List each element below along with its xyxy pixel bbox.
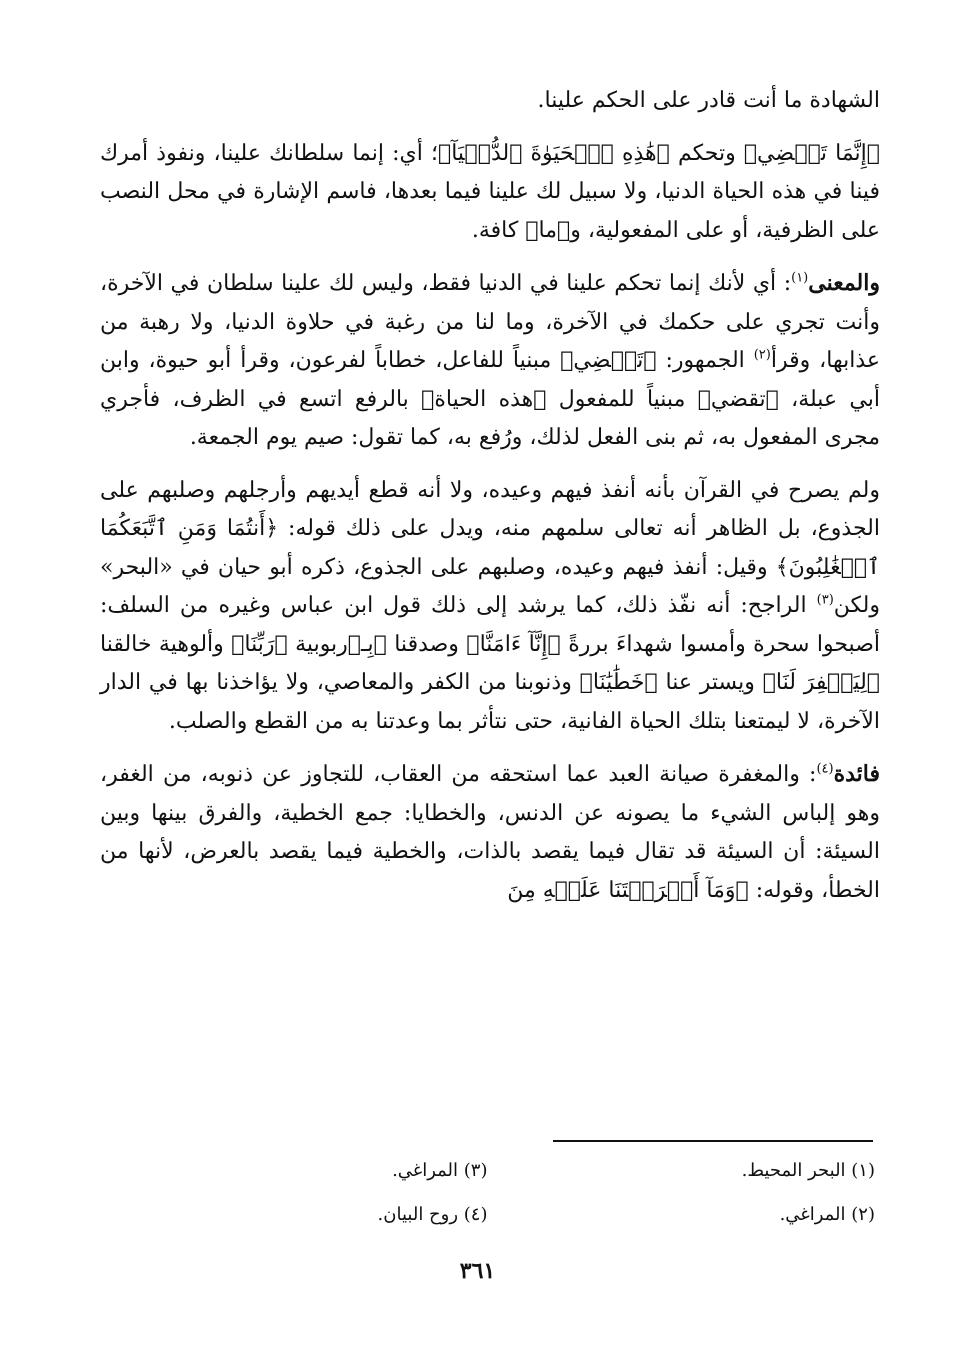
page-number: ٣٦١ (459, 1258, 496, 1284)
paragraph-1 (100, 135, 880, 251)
heading-meaning: والمعنى (808, 270, 880, 296)
heading-benefit: فائدة (833, 761, 880, 787)
footnote-4: (٤) روح البيان. (377, 1203, 488, 1225)
footnote-ref-2: (٢) (753, 347, 771, 363)
footnote-3: (٣) المراغي. (392, 1159, 488, 1181)
footnote-ref-1: (١) (791, 270, 809, 286)
footnote-row (100, 1148, 875, 1192)
footnote-divider (553, 1140, 873, 1142)
paragraph-2 (100, 264, 880, 458)
text: الشهادة ما أنت قادر على الحكم علينا. (537, 88, 880, 113)
footnote-2: (٢) المراغي. (779, 1203, 875, 1225)
paragraph-4 (100, 755, 880, 910)
text: ﴿إِنَّمَا تَقۡضِي﴾ وتحكم ﴿هَٰذِهِ ٱلۡحَيَوٰةَ ٱلدُّنۡيَآ﴾؛ أي: إنما سلطانك علينا، ونفوذ أمرك فينا في هذه الحياة الدنيا، ولا سبيل لك علينا فيما بعدها، فاسم الإشارة في محل النصب على الظرفية، أو على المفعولية، و﴿ما﴾ كافة. (100, 140, 880, 243)
text: الراجح: أنه نفّذ ذلك، كما يرشد إلى ذلك قول ابن عباس وغيره من السلف: أصبحوا سحرة وأمسوا شهداءَ بررةً ﴿إِنَّآ ءَامَنَّا﴾ وصدقنا ﴿بِـ﴾ربوبية ﴿رَبِّنَا﴾ وألوهية خالقنا ﴿لِيَغۡفِرَ لَنَا﴾ ويستر عنا ﴿خَطَٰيَٰنَا﴾ وذنوبنا من الكفر والمعاصي، ولا يؤاخذنا بها في الدار الآخرة، لا ليمتعنا بتلك الحياة الفانية، حتى نتأثر بما وعدتنا به من القطع والصلب. (100, 593, 880, 734)
footnote-1: (١) البحر المحيط. (741, 1159, 875, 1181)
footnote-ref-4: (٤) (816, 761, 834, 777)
footnotes (100, 1148, 875, 1236)
text: : أي لأنك إنما تحكم علينا في الدنيا فقط، وليس لك علينا سلطان في الآخرة، وأنت تجري على حكمك في الآخرة، وما لنا من رغبة في حلاوة الدنيا، ولا رهبة من عذابها، وقرأ (100, 271, 880, 373)
main-text (100, 82, 880, 910)
text: : والمغفرة صيانة العبد عما استحقه من العقاب، للتجاوز عن ذنوبه، من الغفر، وهو إلباس الشيء ما يصونه عن الدنس، والخطايا: جمع الخطية، والفرق بينها وبين السيئة: أن السيئة قد تقال فيما يقصد بالذات، والخطية فيما يقصد بالعرض، لأنها من الخطأ، وقوله: ﴿وَمَآ أَكۡرَهۡتَنَا عَلَيۡهِ مِنَ (100, 762, 880, 903)
text: ولم يصرح في القرآن بأنه أنفذ فيهم وعيده، ولا أنه قطع أيديهم وأرجلهم وصلبهم على الجذوع، بل الظاهر أنه تعالى سلمهم منه، ويدل على ذلك قوله: ﴿أَنتُمَا وَمَنِ ٱتَّبَعَكُمَا ٱلۡغَٰلِبُونَ﴾ وقيل: أنفذ فيهم وعيده، وصلبهم على الجذوع، ذكره أبو حيان في «البحر» ولكن (100, 477, 880, 618)
paragraph-0 (100, 82, 880, 121)
paragraph-3 (100, 472, 880, 742)
text: الجمهور: ﴿تَقۡضِي﴾ مبنياً للفاعل، خطاباً لفرعون، وقرأ أبو حيوة، وابن أبي عبلة، ﴿تقضي﴾ مبنياً للمفعول ﴿هذه الحياة﴾ بالرفع اتسع في الظرف، فأجري مجرى المفعول به، ثم بنى الفعل لذلك، ورُفع به، كما تقول: صيم يوم الجمعة. (100, 348, 880, 450)
footnote-ref-3: (٣) (816, 592, 834, 608)
footnote-row (100, 1192, 875, 1236)
